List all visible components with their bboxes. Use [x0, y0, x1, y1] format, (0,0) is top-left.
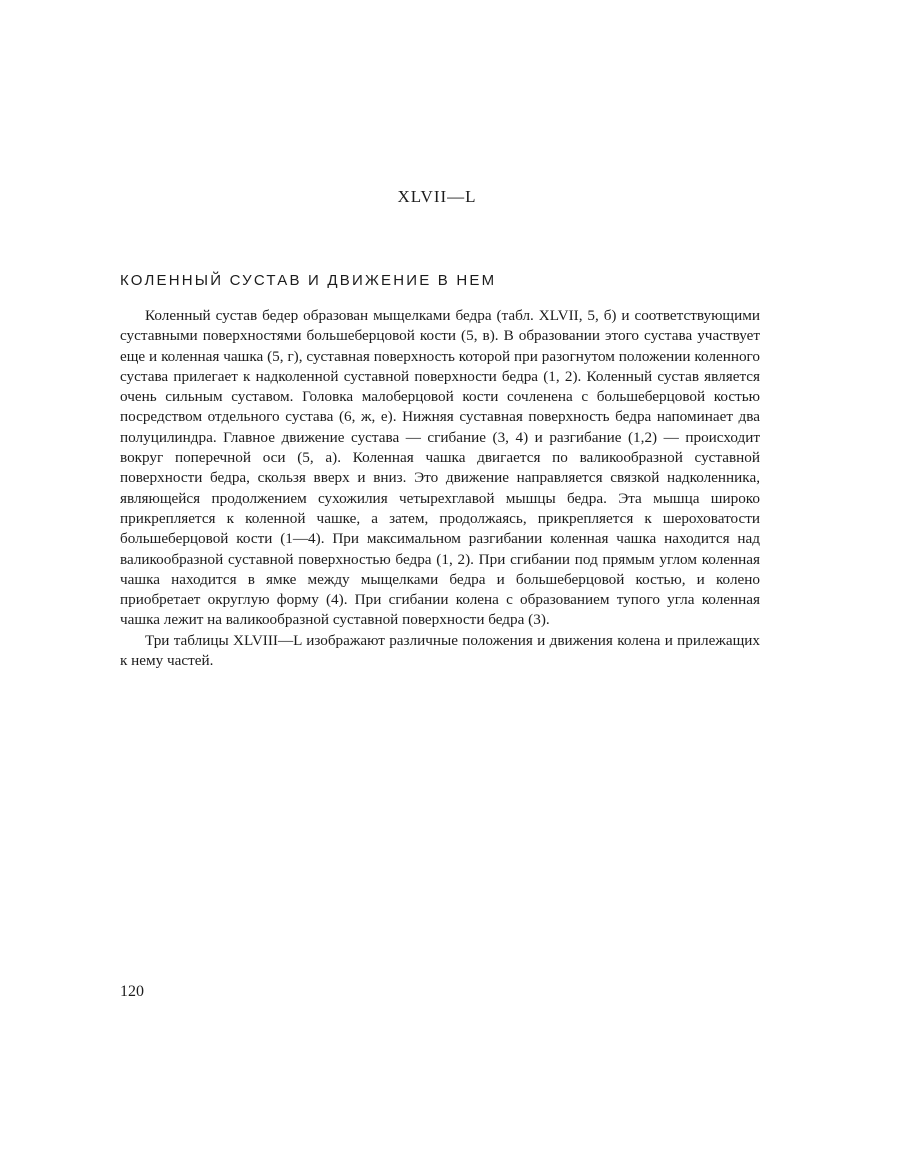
paragraph-tables-note: Три таблицы XLVIII—L изображают различные положения и движения колена и прилежащих к нему частей. [120, 631, 760, 670]
body-text [120, 306, 760, 671]
paragraph-knee-joint: Коленный сустав бедер образован мыщелками бедра (табл. XLVII, 5, б) и соответствующими суставными поверхностями большеберцовой кости (5, в). В образовании этого сустава участвует еще и коленная чашка (5, г), суставная поверхность которой при разогнутом положении коленного сустава прилегает к надколенной суставной поверхности бедра (1, 2). Коленный сустав является очень сильным суставом. Головка малоберцовой кости сочленена с большеберцовой костью посредством отдельного сустава (6, ж, е). Нижняя суставная поверхность бедра напоминает два полуцилиндра. Главное движение сустава — сгибание (3, 4) и разгибание (1,2) — происходит вокруг поперечной оси (5, а). Коленная чашка двигается по валикообразной суставной поверхности бедра, скользя вверх и вниз. Это движение направляется связкой надколенника, являющейся продолжением сухожилия четырехглавой мышцы бедра. Эта мышца широко прикрепляется к коленной чашке, а затем, продолжаясь, прикрепляется к шероховатости большеберцовой кости (1—4). При максимальном разгибании коленная чашка находится над валикообразной суставной поверхностью бедра (1, 2). При сгибании под прямым углом коленная чашка находится в ямке между мыщелками бедра и большеберцовой костью, и колено приобретает округлую форму (4). При сгибании колена с образованием тупого угла коленная чашка лежит на валикообразной суставной поверхности бедра (3). [120, 307, 760, 629]
page-number: 120 [120, 983, 144, 1000]
plate-heading: XLVII—L [397, 187, 477, 206]
section-title: КОЛЕННЫЙ СУСТАВ И ДВИЖЕНИЕ В НЕМ [120, 272, 497, 289]
